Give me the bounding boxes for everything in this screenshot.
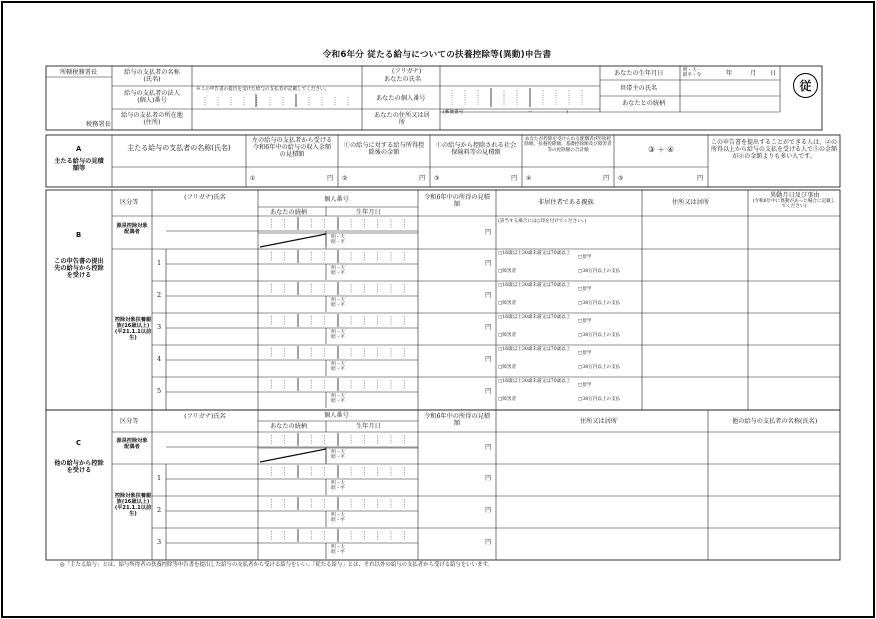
b-row-yen: 円 [485,292,492,299]
b-change-date: 異動月日及び事由 [770,192,820,199]
section-b-letter: B [76,231,82,239]
c-furigana-name: (フリガナ)氏名 [184,413,226,420]
b-furigana-name: (フリガナ)氏名 [184,194,226,201]
b-row-check-payment: □38万円以上の支払 [578,333,621,338]
b-row-check-study: □留学 [578,351,592,356]
c-row-number: 1 [157,474,162,482]
b-spouse-yen: 円 [485,229,492,236]
month-label: 月 [750,70,757,77]
b-spouse-era: 明・大昭・平 [331,235,345,246]
payer-number-note: ※この申告書の提出を受けた給与の支払者が記載してください。 [196,87,330,92]
b-row-check-age: □16歳以上30歳未満又は70歳以上 [498,283,571,288]
form-title: 令和6年分 従たる給与についての扶養控除等(異動)申告書 [322,50,552,60]
a-n3: ③ [434,175,440,182]
b-row-era: 明・大昭・平 [331,330,345,341]
section-a-letter: A [76,145,82,153]
c-row-yen: 円 [485,507,492,514]
year-label: 年 [726,70,733,77]
b-individual-number: 個人番号 [324,196,349,203]
a-yen3: 円 [511,175,518,182]
b-row-check-age: □16歳以上30歳未満又は70歳以上 [498,379,571,384]
b-row-number: 4 [157,355,162,363]
a-n1: ① [250,175,256,182]
postal-dash: － [528,110,533,115]
a-col-insurance: ①の給与から控除される社会保険料等の見積額 [435,142,517,157]
your-number-label: あなたの個人番号 [376,95,426,102]
b-dependent-label: 控除対象扶養親族(16歳以上)(平21.1.1以前生) [114,317,152,341]
c-spouse-label: 源泉控除対象配偶者 [116,438,148,450]
b-income-estimate: 令和6年中の所得の見積額 [424,194,490,209]
relation-label: あなたとの続柄 [622,100,666,107]
a-n4: ④ [526,175,532,182]
b-row-yen: 円 [485,356,492,363]
c-row-era: 明・大昭・平 [331,513,345,524]
c-row-number: 3 [157,538,162,546]
b-row-check-disabled: □障害者 [498,333,517,338]
postal-label: (郵便番号 [443,110,464,115]
a-col-payer: 主たる給与の支払者の名称(氏名) [127,144,231,152]
b-spouse-note: (該当する場合には○印を付けてください。) [498,219,586,224]
b-row-check-study: □留学 [578,383,592,388]
a-col-total-deduction: あなたが控除を受けられる配偶者(特別)控除額、扶養控除額、基礎控除額及び障害者等の控除額の合計額 [524,137,612,153]
c-other-payer: 他の給与の支払者の名称(氏名) [732,418,818,425]
b-row-check-age: □16歳以上30歳未満又は70歳以上 [498,251,571,256]
c-birthdate: 生年月日 [356,423,381,430]
birth-label: あなたの生年月日 [614,70,664,77]
c-row-yen: 円 [485,475,492,482]
c-row-number: 2 [157,506,162,514]
c-address: 住所又は居所 [580,418,618,425]
section-c-letter: C [76,439,81,447]
section-b-heading: この申告書の提出先の給与から控除を受ける [54,258,104,280]
footnote: ◎「主たる給与」とは、給与所得者の扶養控除等申告書を提出した給与の支払者から受ける給与をいい、「従たる給与」とは、それ以外の給与の支払者から受ける給与をいいます。 [60,562,493,568]
b-row-number: 1 [157,259,162,267]
b-row-number: 3 [157,323,162,331]
era-options: 明・大・昭平・令 [682,68,702,79]
b-relationship: あなたの続柄 [270,209,308,216]
b-address: 住所又は居所 [672,199,710,206]
c-spouse-era: 明・大昭・平 [331,450,345,461]
b-row-check-payment: □38万円以上の支払 [578,301,621,306]
b-row-check-age: □16歳以上30歳未満又は70歳以上 [498,315,571,320]
b-row-era: 明・大昭・平 [331,394,345,405]
a-col-income: 左の給与の支払者から受ける令和6年中の給与の収入金額の見積額 [251,137,333,159]
b-row-yen: 円 [485,324,492,331]
b-birthdate: 生年月日 [356,209,381,216]
secondary-stamp: 従 [793,73,818,98]
day-label: 日 [770,70,777,77]
payer-name-label: 給与の支払者の名称(氏名) [124,69,180,84]
b-row-check-payment: □38万円以上の支払 [578,365,621,370]
b-row-number: 5 [157,387,162,395]
a-n5: ⑤ [618,175,624,182]
b-row-check-disabled: □障害者 [498,269,517,274]
b-row-check-disabled: □障害者 [498,365,517,370]
b-nonresident: 非居住者である親族 [538,199,594,206]
c-row-era: 明・大昭・平 [331,545,345,556]
c-kubun: 区分等 [120,418,139,425]
a-yen1: 円 [327,175,334,182]
b-row-era: 明・大昭・平 [331,298,345,309]
a-col-after-deduction: ①の給与に対する給与所得控除後の金額 [343,142,425,157]
c-row-yen: 円 [485,539,492,546]
section-a-heading: 主たる給与の見積額等 [54,158,104,173]
office-label: 所轄税務署長 [60,69,98,76]
c-dependent-label: 控除対象扶養親族(16歳以上)(平21.1.1以前生) [114,493,152,517]
b-row-yen: 円 [485,260,492,267]
b-row-check-study: □留学 [578,319,592,324]
b-row-yen: 円 [485,388,492,395]
b-row-check-disabled: □障害者 [498,301,517,306]
your-address-label: あなたの住所又は居所 [374,112,430,127]
payer-address-label: 給与の支払者の所在地(住所) [121,112,183,127]
b-row-check-age: □16歳以上30歳未満又は70歳以上 [498,347,571,352]
postal-close: ) [566,110,568,115]
b-row-number: 2 [157,291,162,299]
a-yen5: 円 [697,175,704,182]
section-c-heading: 他の給与から控除を受ける [54,460,104,475]
c-row-era: 明・大昭・平 [331,481,345,492]
c-income-estimate: 令和6年中の所得の見積額 [424,413,490,428]
c-spouse-yen: 円 [485,444,492,451]
a-col-sum: ③ ＋ ④ [648,145,674,154]
householder-label: 世帯主の氏名 [620,85,658,92]
a-n2: ② [342,175,348,182]
payer-number-label: 給与の支払者の法人(個人)番号 [124,90,180,105]
your-name-label: あなたの氏名 [384,76,422,83]
a-yen2: 円 [419,175,426,182]
b-change-note: (令和6年中に異動があった場合に記載してください) [752,199,836,210]
b-row-check-study: □留学 [578,255,592,260]
b-row-era: 明・大昭・平 [331,266,345,277]
b-row-era: 明・大昭・平 [331,362,345,373]
b-row-check-payment: □38万円以上の支払 [578,269,621,274]
b-row-check-disabled: □障害者 [498,397,517,402]
furigana-label: (フリガナ) [392,68,422,75]
a-yen4: 円 [603,175,610,182]
a-note: この申告書を提出することができる人は、②の所得以上から給与の支払を受ける人で⑤の金額が②の金額よりも多い人です。 [711,139,838,160]
b-row-check-study: □留学 [578,287,592,292]
b-kubun: 区分等 [120,199,139,206]
c-relationship: あなたの続柄 [270,423,308,430]
b-row-check-payment: □38万円以上の支払 [578,397,621,402]
c-individual-number: 個人番号 [324,412,349,419]
office-suffix: 税務署長 [86,121,111,128]
b-spouse-label: 源泉控除対象配偶者 [116,223,148,235]
